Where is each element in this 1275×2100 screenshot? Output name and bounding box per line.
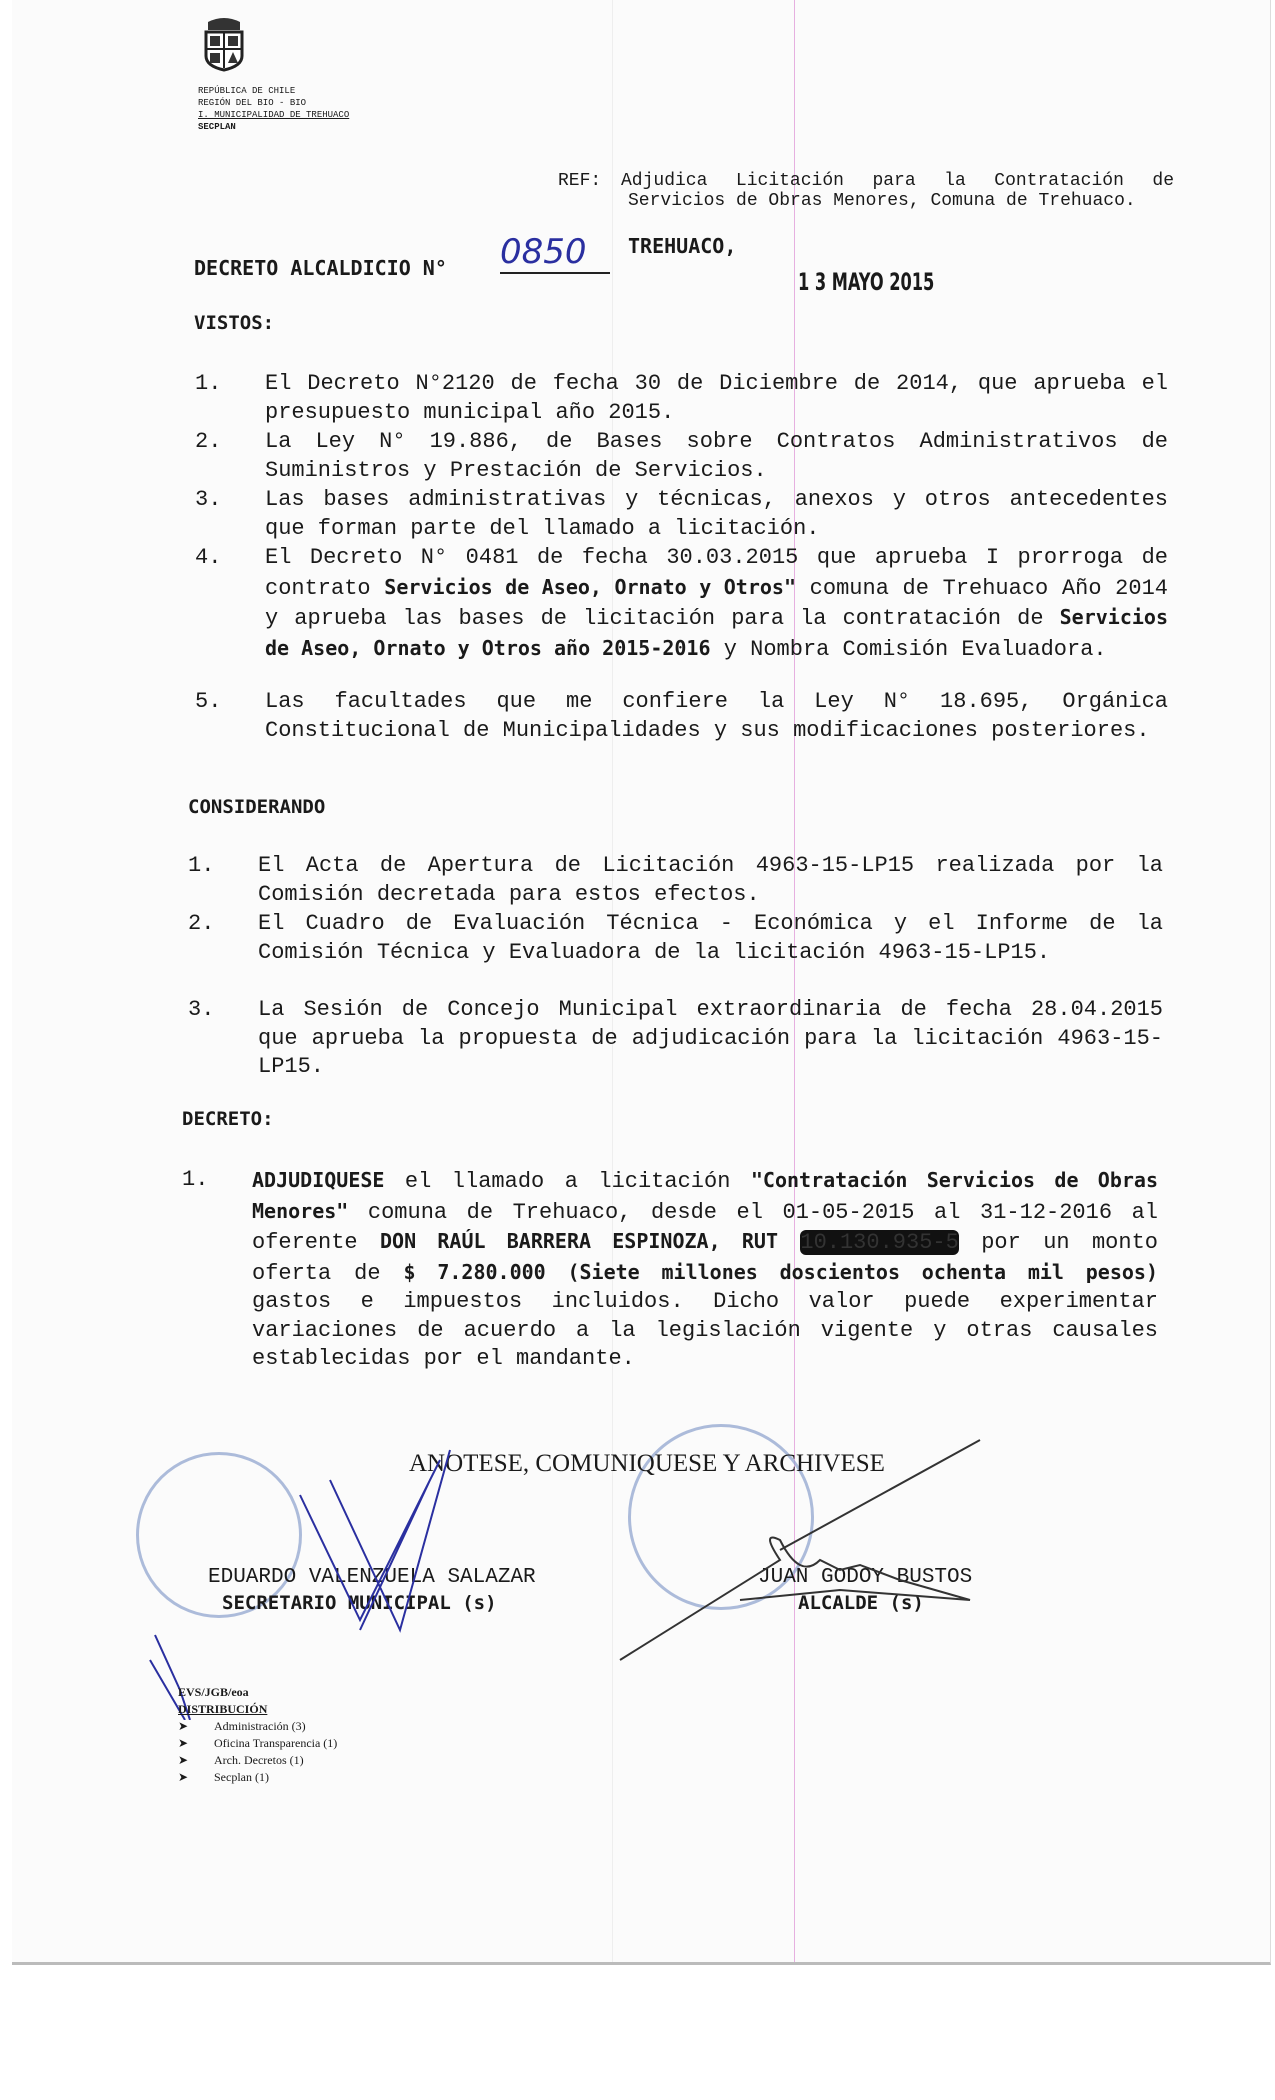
- item-text: [778, 1230, 800, 1255]
- handwritten-signatures: [140, 1420, 1140, 1720]
- ref-label: REF:: [558, 171, 602, 191]
- decree-date-stamp: 1 3 MAYO 2015: [798, 268, 935, 296]
- item-number: 4.: [195, 545, 222, 570]
- distribution-item: [178, 1769, 337, 1786]
- distribution-item: [178, 1718, 337, 1735]
- item-text: "Contratación Servicios de Obras Menores": [252, 1168, 1159, 1223]
- arrow-bullet-icon: ➤: [178, 1736, 189, 1750]
- item-number: 1.: [182, 1167, 209, 1192]
- distribution-block: [178, 1684, 337, 1786]
- header-line: REGIÓN DEL BIO - BIO: [198, 98, 307, 108]
- item-text: Las facultades que me confiere la Ley N° 18.695, Orgánica Constitucional de Municipalidades y sus modificaciones posteriores.: [265, 689, 1168, 743]
- item-text: comuna de Trehuaco Año 2014 y aprueba las bases de licitación para la contratación de: [265, 575, 1168, 631]
- decree-number: 0850: [500, 232, 610, 274]
- distribution-text: Oficina Transparencia (1): [214, 1736, 338, 1750]
- considerando-item: [188, 852, 1163, 909]
- considerando-item: [188, 996, 1163, 1082]
- distribution-item: [178, 1735, 337, 1752]
- item-text: el llamado a licitación: [384, 1169, 751, 1194]
- secretario-name: EDUARDO VALENZUELA SALAZAR: [208, 1566, 536, 1589]
- arrow-bullet-icon: ➤: [178, 1719, 189, 1733]
- distribution-label: DISTRIBUCIÓN: [178, 1702, 268, 1716]
- item-text: Servicios de Aseo, Ornato y Otros": [384, 574, 797, 599]
- decree-label: DECRETO ALCALDICIO N°: [194, 256, 447, 280]
- item-text: comuna de Trehuaco, desde el 01-05-2015 al 31-12-2016 al oferente: [252, 1199, 1158, 1255]
- item-text: ADJUDIQUESE: [252, 1168, 385, 1192]
- vistos-item: [195, 688, 1168, 745]
- considerando-item: [188, 910, 1163, 967]
- alcalde-title: ALCALDE (s): [798, 1592, 924, 1614]
- vistos-item: [195, 370, 1168, 427]
- item-number: 3.: [195, 487, 222, 512]
- item-text: DON RAÚL BARRERA ESPINOZA, RUT: [380, 1229, 778, 1253]
- vistos-item: [195, 544, 1168, 664]
- header-line: REPÚBLICA DE CHILE: [198, 86, 296, 96]
- item-text: gastos e impuestos incluidos. Dicho valor puede experimentar variaciones de acuerdo a la legislación vigente y otras causales establecidas por el mandante.: [252, 1289, 1158, 1371]
- closing-formula: ANOTESE, COMUNIQUESE Y ARCHIVESE: [409, 1450, 885, 1477]
- arrow-bullet-icon: ➤: [178, 1770, 189, 1784]
- ref-line-2: Servicios de Obras Menores, Comuna de Trehuaco.: [628, 191, 1136, 211]
- item-text: La Sesión de Concejo Municipal extraordinaria de fecha 28.04.2015 que aprueba la propuesta de adjudicación para la licitación 4963-15-LP15.: [258, 997, 1163, 1079]
- alcalde-name: JUAN GODOY BUSTOS: [758, 1566, 973, 1589]
- issuer-header: [198, 85, 349, 133]
- secretario-title: SECRETARIO MUNICIPAL (s): [222, 1592, 497, 1614]
- item-number: 1.: [188, 853, 215, 878]
- item-number: 1.: [195, 371, 222, 396]
- distribution-text: Arch. Decretos (1): [214, 1753, 304, 1767]
- item-text: El Decreto N°2120 de fecha 30 de Diciembre de 2014, que aprueba el presupuesto municipal año 2015.: [265, 371, 1168, 425]
- distribution-item: [178, 1752, 337, 1769]
- arrow-bullet-icon: ➤: [178, 1753, 189, 1767]
- item-number: 3.: [188, 997, 215, 1022]
- coat-of-arms-logo: [200, 16, 248, 72]
- decreto-item: [182, 1166, 1159, 1374]
- item-text: El Cuadro de Evaluación Técnica - Económica y el Informe de la Comisión Técnica y Evaluadora de la licitación 4963-15-LP15.: [258, 911, 1163, 965]
- item-number: 2.: [195, 429, 222, 454]
- distribution-text: Secplan (1): [214, 1770, 269, 1784]
- item-text: por un monto oferta de: [252, 1230, 1158, 1286]
- vistos-item: [195, 428, 1168, 485]
- redacted-rut: 10.130.935-5: [800, 1230, 959, 1255]
- distribution-text: Administración (3): [214, 1719, 306, 1733]
- item-text: Servicios de Aseo, Ornato y Otros año 2015-2016: [265, 605, 1168, 660]
- vistos-item: [195, 486, 1168, 543]
- header-line: SECPLAN: [198, 122, 236, 132]
- item-text: El Acta de Apertura de Licitación 4963-15-LP15 realizada por la Comisión decretada para estos efectos.: [258, 853, 1163, 907]
- item-text: $ 7.280.000 (Siete millones doscientos ochenta mil pesos): [403, 1259, 1158, 1284]
- item-number: 5.: [195, 689, 222, 714]
- item-text: Las bases administrativas y técnicas, anexos y otros antecedentes que forman parte del llamado a licitación.: [265, 487, 1168, 541]
- item-text: El Decreto N° 0481 de fecha 30.03.2015 que aprueba I prorroga de contrato: [265, 545, 1168, 601]
- item-number: 2.: [188, 911, 215, 936]
- decree-place: TREHUACO,: [628, 234, 737, 258]
- item-text: La Ley N° 19.886, de Bases sobre Contratos Administrativos de Suministros y Prestación de Servicios.: [265, 429, 1168, 483]
- decreto-heading: DECRETO:: [182, 1108, 274, 1130]
- ref-line-1: Adjudica Licitación para la Contratación de: [621, 171, 1174, 191]
- header-line: I. MUNICIPALIDAD DE TREHUACO: [198, 110, 350, 120]
- considerando-heading: CONSIDERANDO: [188, 796, 326, 818]
- item-text: y Nombra Comisión Evaluadora.: [710, 636, 1107, 662]
- vistos-heading: VISTOS:: [194, 312, 275, 334]
- initials: EVS/JGB/eoa: [178, 1685, 249, 1699]
